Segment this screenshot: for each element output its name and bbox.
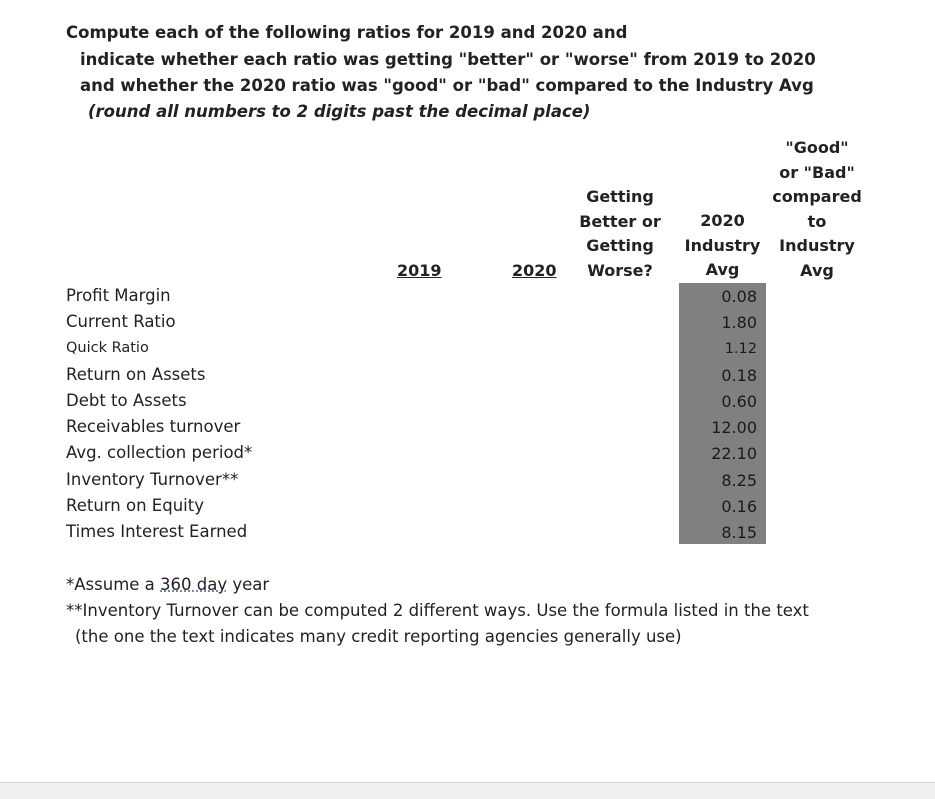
row-label-return-on-assets: Return on Assets (66, 365, 206, 384)
row-label-inventory-turnover: Inventory Turnover** (66, 470, 239, 489)
industry-avg-value: 8.15 (721, 523, 757, 542)
industry-avg-value: 12.00 (711, 418, 757, 437)
header-industry-avg (680, 209, 765, 283)
header-2019-text: 2019 (397, 261, 442, 280)
industry-avg-value: 1.12 (724, 341, 757, 357)
industry-avg-value: 22.10 (711, 444, 757, 463)
header-industry-avg-line: 2020 (700, 211, 745, 230)
header-2020-text: 2020 (512, 261, 557, 280)
note-1-prefix: *Assume a (66, 575, 161, 594)
instruction-line-2: indicate whether each ratio was getting "better" or "worse" from 2019 to 2020 (80, 50, 816, 69)
header-2020 (512, 259, 557, 284)
row-label-times-interest-earned: Times Interest Earned (66, 522, 248, 541)
header-good-bad-line: compared (772, 187, 862, 206)
bottom-bar (0, 782, 935, 799)
industry-avg-value: 0.60 (721, 392, 757, 411)
header-industry-avg-line: Avg (705, 260, 740, 279)
note-1-suffix: year (227, 575, 270, 594)
instruction-line-3: and whether the 2020 ratio was "good" or "bad" compared to the Industry Avg (80, 76, 814, 95)
header-better-worse-line: Worse? (587, 260, 653, 280)
row-label-return-on-equity: Return on Equity (66, 496, 204, 515)
row-label-debt-to-assets: Debt to Assets (66, 391, 187, 410)
row-label-current-ratio: Current Ratio (66, 312, 176, 331)
header-good-bad-line: "Good" (785, 138, 849, 157)
header-better-worse-line: Getting (586, 236, 654, 255)
note-inventory-turnover: **Inventory Turnover can be computed 2 different ways. Use the formula listed in the text (66, 601, 809, 620)
industry-avg-value: 1.80 (721, 313, 757, 332)
header-good-bad-line: to (807, 211, 827, 231)
note-assume-360-day (66, 575, 269, 594)
instruction-line-4: (round all numbers to 2 digits past the decimal place) (88, 102, 591, 121)
row-label-receivables-turnover: Receivables turnover (66, 417, 241, 436)
industry-avg-value: 0.16 (721, 497, 757, 516)
row-label-profit-margin: Profit Margin (66, 286, 171, 305)
header-better-worse-line: Better or (579, 211, 661, 231)
header-2019 (397, 259, 442, 284)
header-industry-avg-line: Industry (684, 235, 761, 255)
industry-avg-value: 8.25 (721, 471, 757, 490)
instruction-line-1: Compute each of the following ratios for 2019 and 2020 and (66, 23, 628, 42)
header-better-worse-line: Getting (586, 187, 654, 206)
industry-avg-value: 0.18 (721, 366, 757, 385)
header-good-bad (770, 136, 864, 283)
header-good-bad-line: or "Bad" (779, 162, 855, 182)
header-good-bad-line: Industry (779, 236, 855, 255)
industry-avg-value: 0.08 (721, 287, 757, 306)
header-better-worse (575, 185, 665, 283)
row-label-avg-collection-period: Avg. collection period* (66, 443, 253, 462)
note-1-link: 360 day (160, 575, 228, 594)
note-credit-agencies: (the one the text indicates many credit reporting agencies generally use) (75, 627, 682, 646)
header-good-bad-line: Avg (800, 260, 834, 280)
row-label-quick-ratio: Quick Ratio (66, 340, 149, 356)
